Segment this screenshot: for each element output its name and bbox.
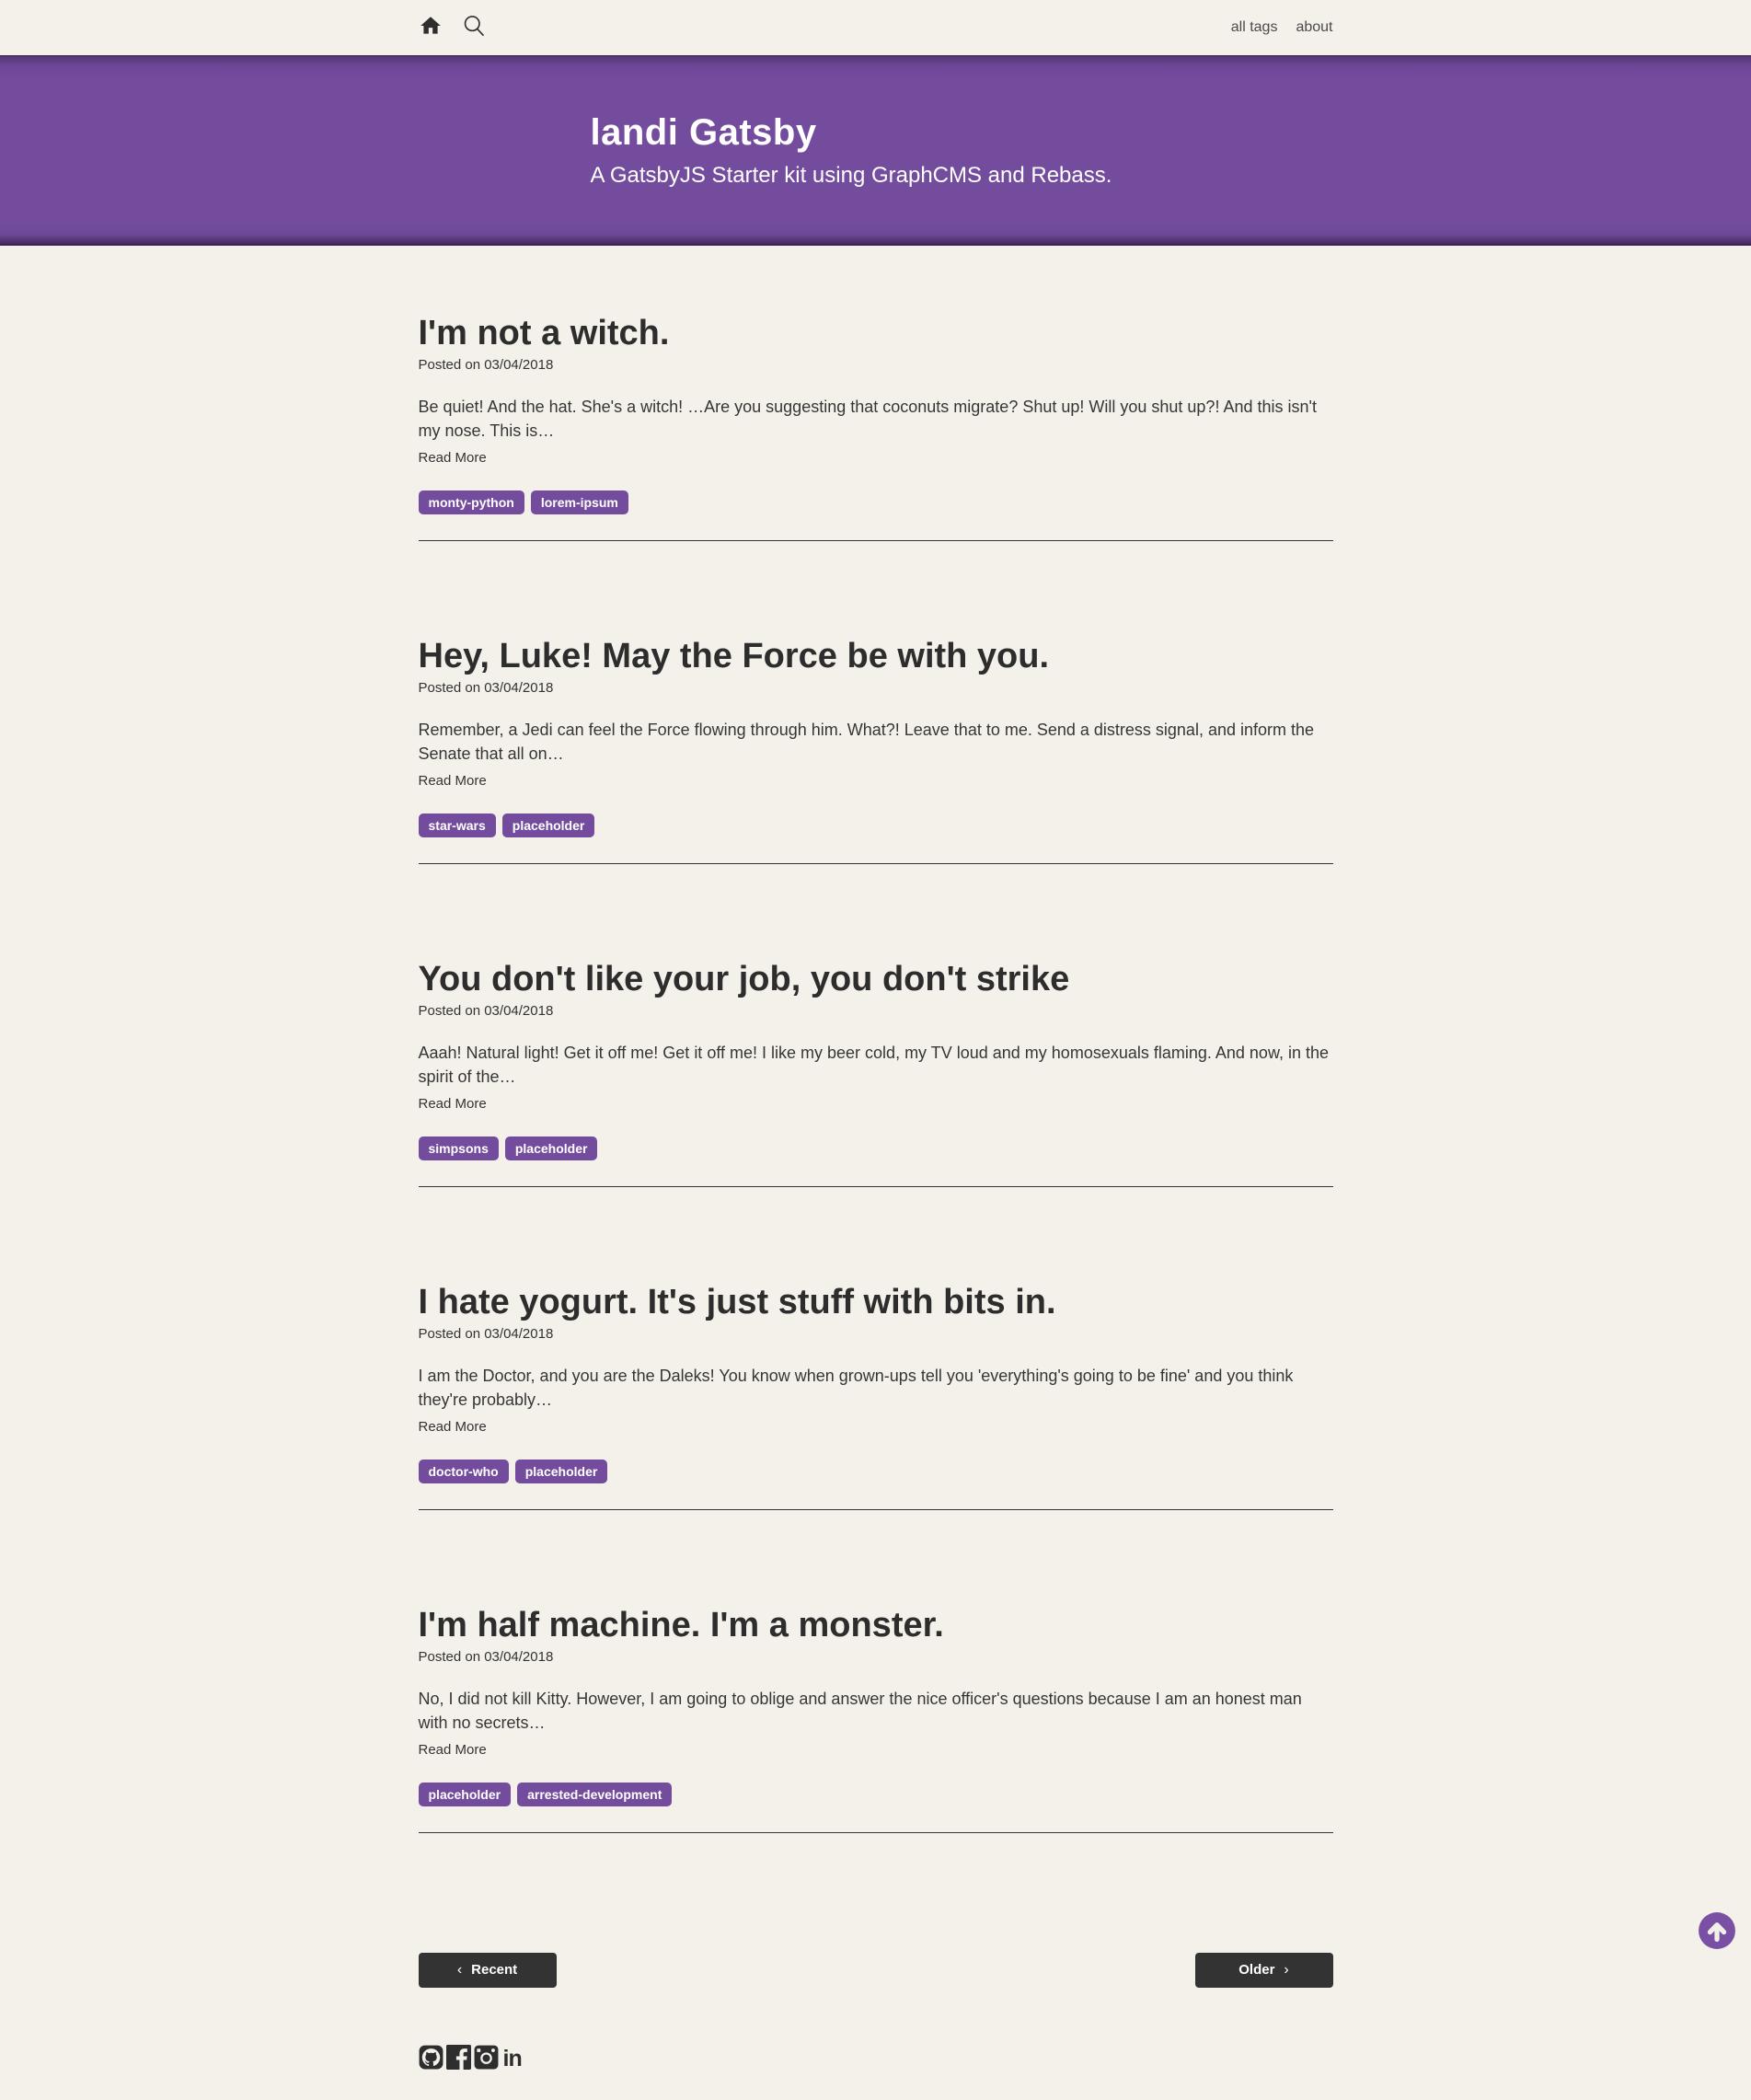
read-more-link[interactable]: Read More — [419, 773, 487, 789]
older-page-button[interactable] — [1195, 1953, 1333, 1988]
post-entry — [419, 1606, 1333, 1833]
tag-row — [419, 1137, 1333, 1160]
post-title-link[interactable]: I'm not a witch. — [419, 314, 1333, 354]
facebook-link[interactable] — [446, 2045, 471, 2074]
tag-badge[interactable]: simpsons — [419, 1137, 499, 1160]
page-footer — [419, 2045, 1333, 2100]
post-divider — [419, 1832, 1333, 1833]
search-button[interactable] — [461, 13, 487, 43]
arrow-up-circle-icon — [1698, 1939, 1736, 1953]
tag-badge[interactable]: arrested-development — [517, 1783, 672, 1806]
github-icon — [419, 2045, 444, 2074]
older-button-label: Older — [1238, 1962, 1274, 1978]
tag-row — [419, 1783, 1333, 1806]
tag-row — [419, 1460, 1333, 1483]
home-icon — [419, 14, 443, 42]
search-icon — [461, 13, 487, 43]
post-title-link[interactable]: You don't like your job, you don't strike — [419, 960, 1333, 1000]
post-divider — [419, 1186, 1333, 1187]
github-link[interactable] — [419, 2045, 444, 2074]
navbar-icon-group — [419, 13, 487, 43]
tag-badge[interactable]: monty-python — [419, 490, 524, 514]
tag-row — [419, 490, 1333, 514]
linkedin-icon: in — [501, 2048, 522, 2071]
recent-page-button[interactable] — [419, 1953, 557, 1988]
post-excerpt: Be quiet! And the hat. She's a witch! …Are you suggesting that coconuts migrate? Shut up! Will you shut up?! And this isn't my nose. This is… — [419, 395, 1333, 443]
post-title-link[interactable]: I hate yogurt. It's just stuff with bits in. — [419, 1283, 1333, 1323]
nav-link-all-tags[interactable]: all tags — [1231, 19, 1278, 36]
post-excerpt: Remember, a Jedi can feel the Force flowing through him. What?! Leave that to me. Send a distress signal, and inform the Senate that all on… — [419, 718, 1333, 766]
post-excerpt: No, I did not kill Kitty. However, I am going to oblige and answer the nice officer's questions because I am an honest man with no secrets… — [419, 1687, 1333, 1735]
site-title: landi Gatsby — [591, 112, 1161, 154]
scroll-to-top-button[interactable] — [1698, 1911, 1736, 1950]
post-entry — [419, 637, 1333, 864]
tag-badge[interactable]: placeholder — [419, 1783, 512, 1806]
post-excerpt: Aaah! Natural light! Get it off me! Get it off me! I like my beer cold, my TV loud and my homosexuals flaming. And now, in the spirit of the… — [419, 1041, 1333, 1089]
post-entry — [419, 314, 1333, 541]
tag-badge[interactable]: doctor-who — [419, 1460, 509, 1483]
chevron-right-icon: › — [1284, 1962, 1288, 1979]
pagination — [419, 1953, 1333, 1988]
site-subtitle: A GatsbyJS Starter kit using GraphCMS and Rebass. — [591, 163, 1161, 189]
linkedin-link[interactable] — [501, 2048, 522, 2071]
post-divider — [419, 540, 1333, 541]
post-excerpt: I am the Doctor, and you are the Daleks! You know when grown-ups tell you 'everything's going to be fine' and you think they're probably… — [419, 1364, 1333, 1412]
home-button[interactable] — [419, 14, 443, 42]
read-more-link[interactable]: Read More — [419, 1096, 487, 1112]
read-more-link[interactable]: Read More — [419, 1742, 487, 1758]
top-navbar — [0, 0, 1751, 55]
recent-button-label: Recent — [471, 1962, 517, 1978]
read-more-link[interactable]: Read More — [419, 450, 487, 466]
tag-badge[interactable]: placeholder — [515, 1460, 608, 1483]
navbar-links — [1231, 19, 1333, 36]
post-date: Posted on 03/04/2018 — [419, 680, 1333, 696]
post-list — [419, 314, 1333, 1833]
facebook-icon — [446, 2045, 471, 2074]
tag-row — [419, 813, 1333, 837]
post-date: Posted on 03/04/2018 — [419, 1326, 1333, 1342]
tag-badge[interactable]: star-wars — [419, 813, 496, 837]
post-entry — [419, 960, 1333, 1187]
post-entry — [419, 1283, 1333, 1510]
social-links — [419, 2045, 1333, 2074]
post-date: Posted on 03/04/2018 — [419, 357, 1333, 373]
tag-badge[interactable]: placeholder — [505, 1137, 598, 1160]
post-date: Posted on 03/04/2018 — [419, 1649, 1333, 1665]
post-title-link[interactable]: Hey, Luke! May the Force be with you. — [419, 637, 1333, 677]
nav-link-about[interactable]: about — [1296, 19, 1332, 36]
post-date: Posted on 03/04/2018 — [419, 1003, 1333, 1019]
chevron-left-icon: ‹ — [457, 1962, 462, 1979]
read-more-link[interactable]: Read More — [419, 1419, 487, 1435]
tag-badge[interactable]: placeholder — [502, 813, 595, 837]
instagram-link[interactable] — [474, 2045, 499, 2074]
post-title-link[interactable]: I'm half machine. I'm a monster. — [419, 1606, 1333, 1646]
hero-inner — [591, 112, 1161, 189]
post-divider — [419, 1509, 1333, 1510]
tag-badge[interactable]: lorem-ipsum — [531, 490, 628, 514]
navbar-inner — [419, 0, 1333, 55]
hero-banner — [0, 55, 1751, 246]
post-divider — [419, 863, 1333, 864]
instagram-icon — [474, 2045, 499, 2074]
